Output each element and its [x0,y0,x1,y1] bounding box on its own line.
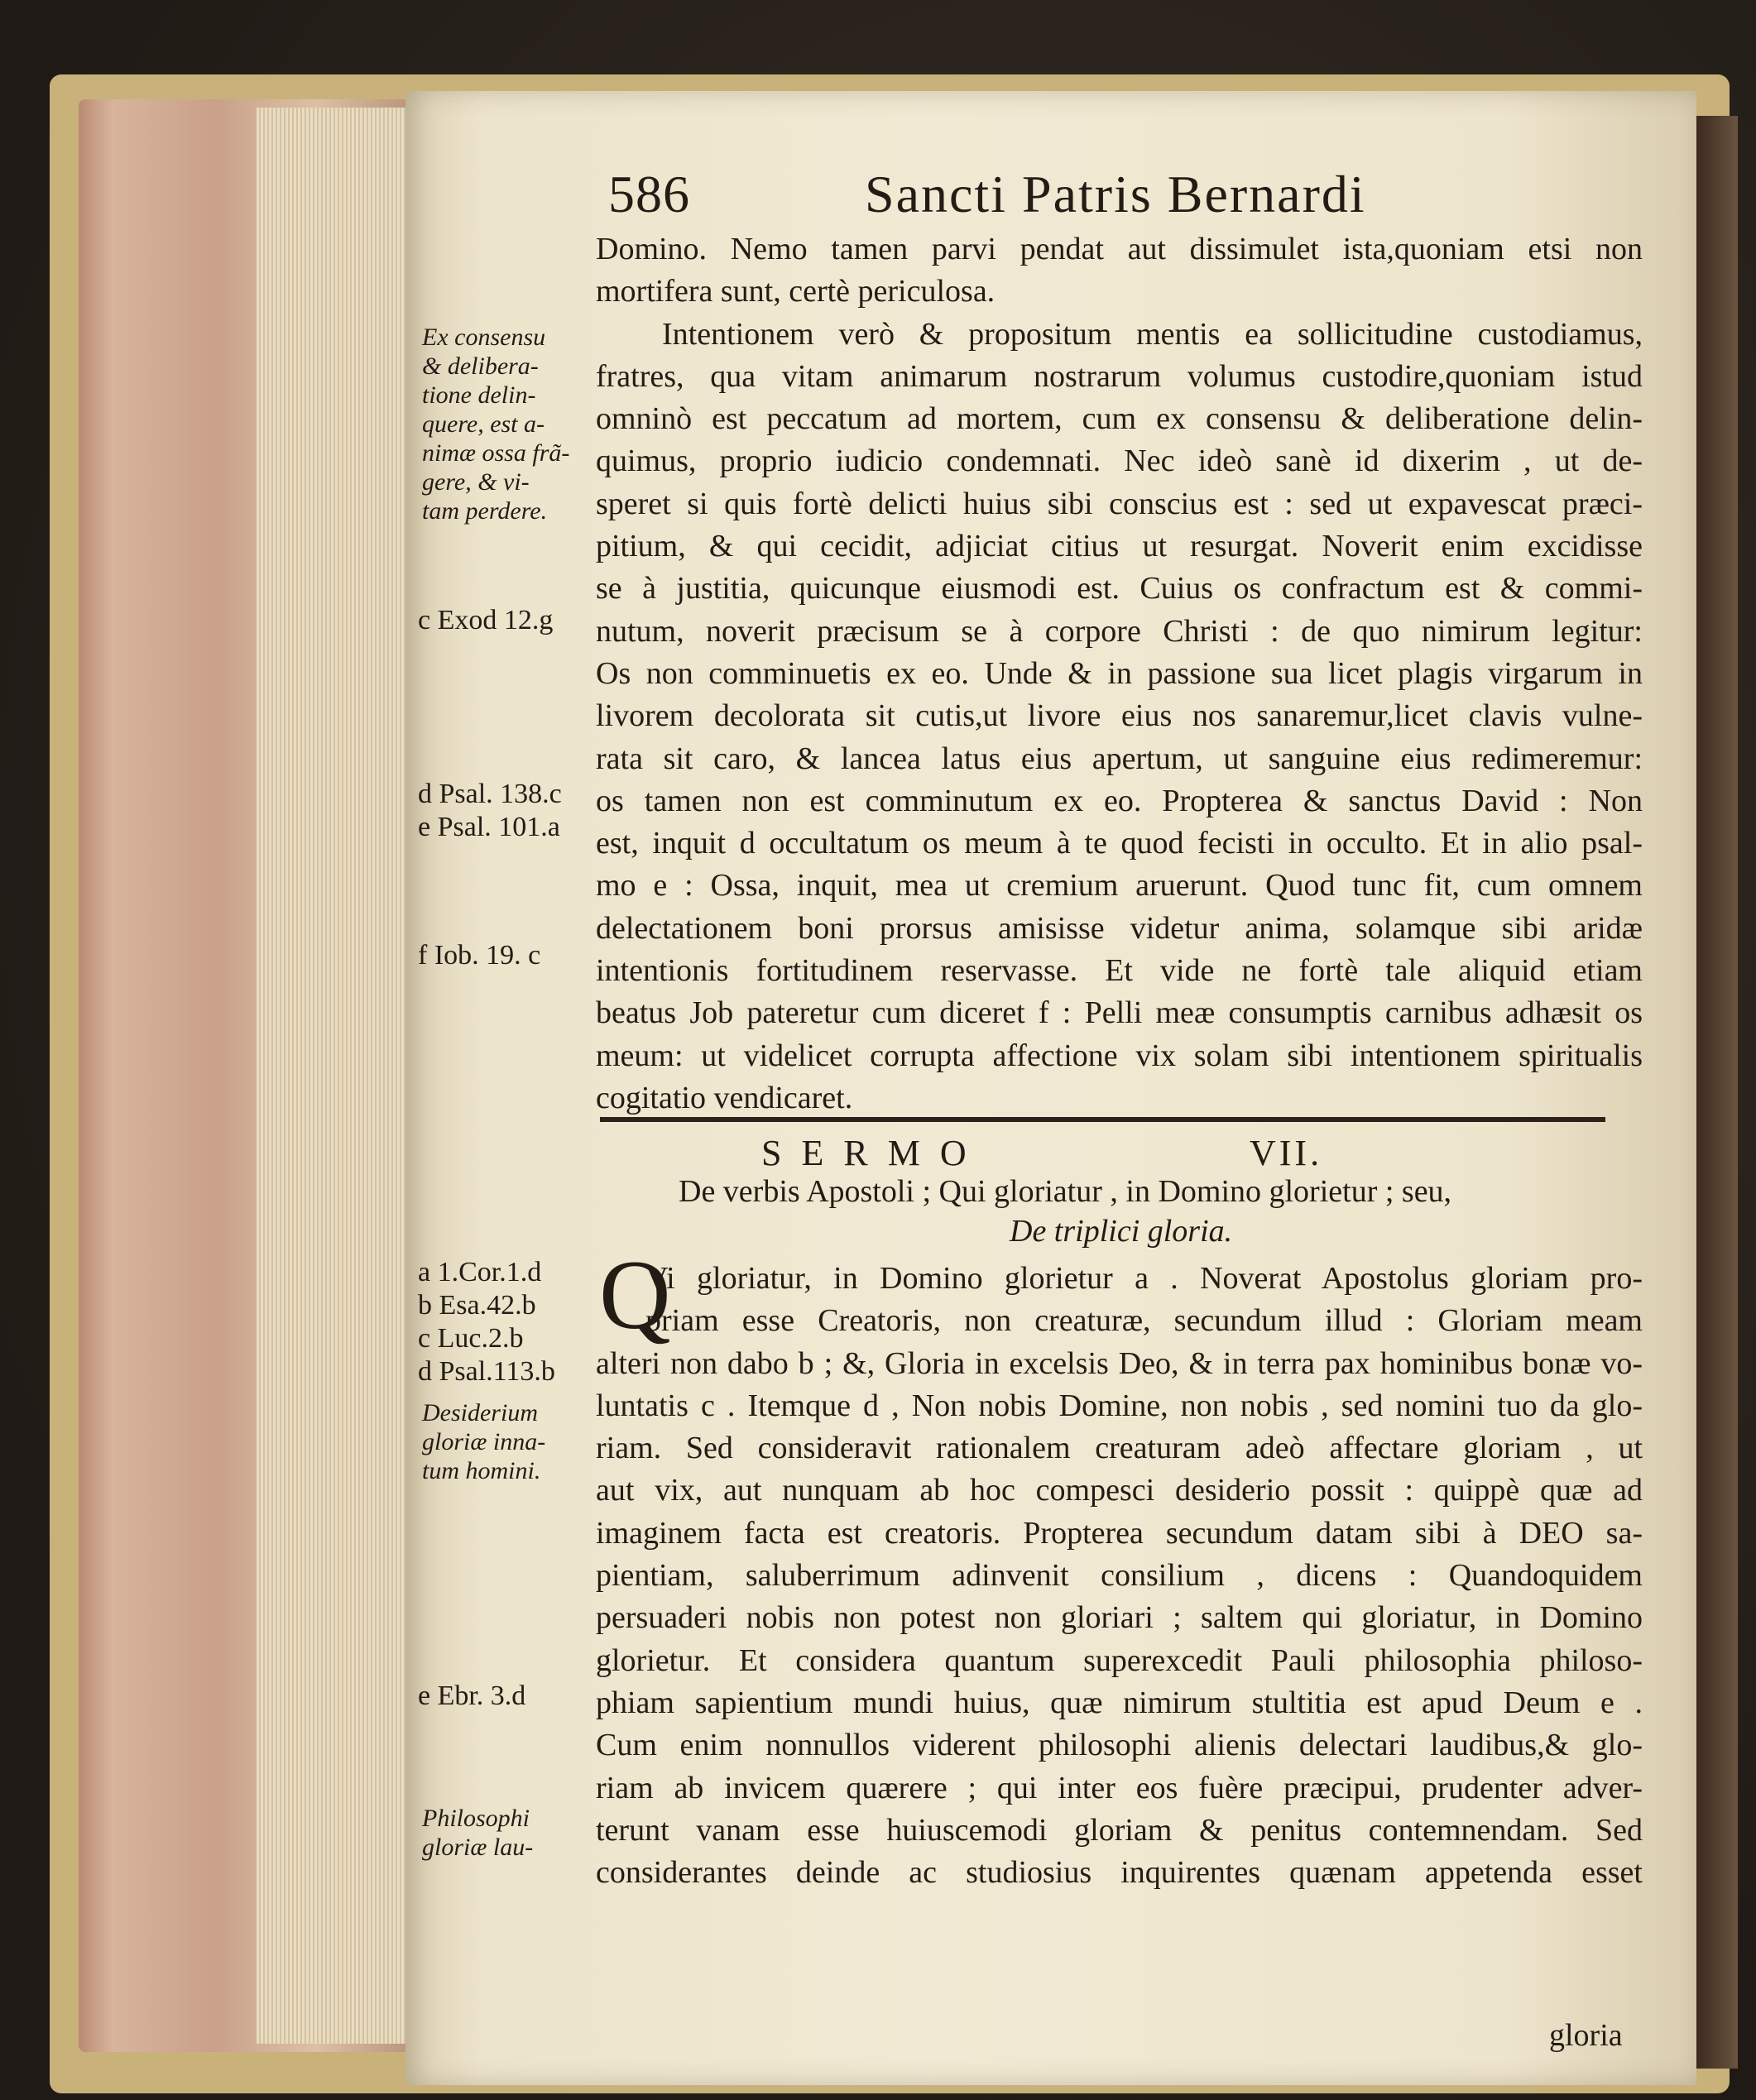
text-line: nutum, noverit præcisum se à corpore Christi : de quo nimirum legitur: [596,613,1643,649]
section-rule [600,1117,1605,1122]
text-line: riam. Sed consideravit rationalem creaturam adeò affectare gloriam , ut [596,1431,1643,1466]
text-line: mo e : Ossa, inquit, mea ut cremium aruerunt. Quod tunc fit, cum omnem [596,868,1643,904]
text-line: livorem decolorata sit cutis,ut livore eius nos sanaremur,licet clavis vulne- [596,698,1643,734]
body-text-bottom [596,1258,1643,1894]
text-line: terunt vanam esse huiuscemodi gloriam & penitus contemnendam. Sed [596,1812,1643,1848]
text-line: riam ab invicem quærere ; qui inter eos fuère præcipui, prudenter adver- [596,1770,1643,1805]
running-head: Sancti Patris Bernardi [865,165,1366,223]
text-line: phiam sapientium mundi huius, quæ nimirum stultitia est apud Deum e . [596,1685,1643,1720]
text-line: alteri non dabo b ; &, Gloria in excelsis Deo, & in terra pax hominibus bonæ vo- [596,1345,1643,1381]
margin-note-philosophi [422,1804,533,1862]
text-line: os tamen non est comminutum ex eo. Propterea & sanctus David : Non [596,783,1643,818]
text-line: luntatis c . Itemque d , Non nobis Domine, non nobis , sed nomini tuo da glo- [596,1388,1643,1423]
text-line: persuaderi nobis non potest non gloriari ; saltem qui gloriatur, in Domino [596,1600,1643,1636]
margin-note-line: gere, & vi- [422,468,530,496]
text-line: considerantes deinde ac studiosius inquirentes quænam appetenda esset [596,1855,1643,1891]
text-line: pientiam, saluberrimum adinvenit consilium , dicens : Quandoquidem [596,1558,1643,1594]
margin-note-line: gloriæ inna- [422,1428,546,1455]
margin-ref-psal-138: d Psal. 138.c [418,779,562,809]
drop-cap: Q [599,1239,671,1350]
page-edges [257,108,414,2044]
catchword: gloria [1549,2018,1623,2053]
sermon-number: VII. [1250,1133,1323,1173]
text-line: intentionis fortitudinem reservasse. Et vide ne fortè tale aliquid etiam [596,953,1643,989]
margin-ref-line: a 1.Cor.1.d [418,1257,542,1287]
text-line: pitium, & qui cecidit, adjiciat citius ut resurgat. Noverit enim excidisse [596,529,1643,564]
text-line: rata sit caro, & lancea latus eius apertum, ut sanguine eius redimeremur: [596,741,1643,776]
text-line: cogitatio vendicaret. [596,1080,853,1115]
text-line: Domino. Nemo tamen parvi pendat aut dissimulet ista,quoniam etsi non [596,232,1643,266]
text-line: Os non comminuetis ex eo. Unde & in passione sua licet plagis virgarum in [596,655,1643,691]
text-line: glorietur. Et considera quantum superexcedit Pauli philosophia philoso- [596,1642,1643,1678]
margin-note-line: Philosophi [422,1805,530,1832]
text-line: est, inquit d occultatum os meum à te quod fecisti in occulto. Et in alio psal- [596,826,1643,861]
body-text-top [596,228,1643,1120]
margin-note-line: tione delin- [422,381,536,409]
margin-note-line: tum homini. [422,1457,541,1484]
text-line: beatus Job pateretur cum diceret f : Pelli meæ consumptis carnibus adhæsit os [596,995,1643,1031]
margin-note-line: nimæ ossa frã- [422,439,570,467]
margin-ref-line: b Esa.42.b [418,1290,536,1321]
text-line: speret si quis fortè delicti huius sibi conscius est : sed ut expavescat præci- [596,486,1643,521]
text-line: delectationem boni prorsus amisisse videtur anima, solamque sibi aridæ [596,910,1643,946]
text-line: quimus, proprio iudicio condemnati. Nec ideò sanè id dixerim , ut de- [596,443,1643,479]
margin-note-line: tam perdere. [422,497,548,525]
margin-ref-exod: c Exod 12.g [418,605,554,635]
text-line: Vi gloriatur, in Domino glorietur a . Noverat Apostolus gloriam pro- [645,1261,1643,1296]
facing-page-edge [1696,116,1738,2069]
text-line: Intentionem verò & propositum mentis ea sollicitudine custodiamus, [662,316,1643,352]
page-number: 586 [608,165,690,223]
sermon-title: SERMO [761,1133,986,1173]
margin-ref-line: d Psal.113.b [418,1356,555,1387]
margin-note-line: Ex consensu [422,324,546,351]
sermon-subtitle-2: De triplici gloria. [1010,1214,1233,1249]
text-line: se à justitia, quicunque eiusmodi est. Cuius os confractum est & commi- [596,571,1643,607]
margin-refs-block [418,1256,555,1388]
margin-note-consensu [422,323,569,525]
sermon-subtitle: De verbis Apostoli ; Qui gloriatur , in Domino glorietur ; seu, [679,1174,1452,1209]
margin-note-line: quere, est a- [422,410,545,438]
text-line: priam esse Creatoris, non creaturæ, secundum illud : Gloriam meam [645,1303,1643,1339]
text-line: fratres, qua vitam animarum nostrarum volumus custodire,quoniam istud [596,358,1643,394]
text-line: mortifera sunt, certè periculosa. [596,274,996,309]
text-line: Cum enim nonnullos viderent philosophi alienis delectari laudibus,& glo- [596,1728,1643,1763]
margin-note-line: & delibera- [422,352,539,380]
margin-ref-iob: f Iob. 19. c [418,940,541,971]
margin-ref-line: c Luc.2.b [418,1323,524,1354]
text-line: meum: ut videlicet corrupta affectione vix solam sibi intentionem spiritualis [596,1038,1643,1073]
margin-ref-ebr: e Ebr. 3.d [418,1680,526,1711]
text-line: aut vix, aut nunquam ab hoc compesci desiderio possit : quippè quæ ad [596,1473,1643,1508]
margin-note-line: Desiderium [422,1399,538,1426]
text-line: omninò est peccatum ad mortem, cum ex consensu & deliberatione delin- [596,401,1643,437]
margin-ref-psal-101: e Psal. 101.a [418,812,560,842]
text-line: imaginem facta est creatoris. Propterea secundum datam sibi à DEO sa- [596,1515,1643,1551]
margin-note-desiderium [422,1398,545,1485]
margin-note-line: gloriæ lau- [422,1834,534,1861]
